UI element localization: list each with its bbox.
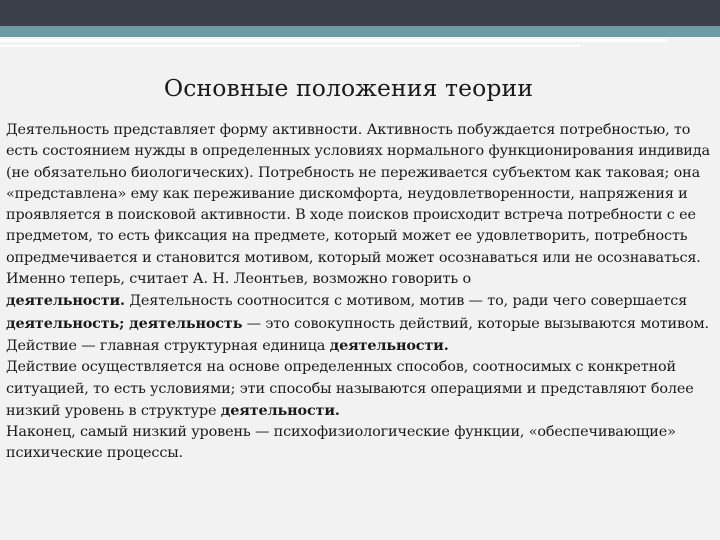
term-activity: деятельность; деятельность	[6, 314, 243, 332]
paragraph-text: Действие — главная структурная единица	[6, 337, 330, 354]
paragraph-activity-definition	[6, 120, 716, 335]
slide-title: Основные положения теории	[163, 74, 534, 102]
term-activity: деятельности.	[329, 336, 449, 354]
paragraph-text: Деятельность соотносится с мотивом, мотив — то, ради чего совершается	[124, 293, 688, 310]
slide-body	[6, 120, 716, 465]
term-activity: деятельности.	[220, 401, 340, 419]
paragraph-text: Наконец, самый низкий уровень — психофизиологические функции, «обеспечивающие» психические процессы.	[6, 424, 676, 462]
paragraph-text: — это совокупность действий, которые вызываются мотивом.	[242, 315, 709, 332]
term-activity: деятельности.	[6, 292, 125, 310]
paragraph-text: Деятельность представляет форму активности. Активность побуждается потребностью, то есть состоянием нужды в определенных условиях нормального функционирования индивида (не обязательно биологических). Потребность не переживается субъектом как таковая; она «представлена» ему как переживание дискомфорта, неудовлетворенности, напряжения и проявляется в поисковой активности. В ходе поисков происходит встреча потребности с ее предметом, то есть фиксация на предмете, который может ее удовлетворить, потребность опредмечивается и становится мотивом, который может осознаваться или не осознаваться. Именно теперь, считает А. Н. Леонтьев, возможно говорить о	[6, 122, 710, 288]
paragraph-functions	[6, 422, 716, 465]
header-divider-line-2	[0, 45, 580, 47]
paragraph-text: Действие осуществляется на основе определенных способов, соотносимых с конкретной ситуацией, то есть условиями; эти способы называются операциями и представляют более низкий уровень в структуре	[6, 359, 694, 419]
header-bar	[0, 0, 720, 26]
header-divider-line-1	[0, 39, 667, 42]
paragraph-operations	[6, 357, 716, 422]
header-accent-stripe	[0, 26, 720, 37]
paragraph-action	[6, 335, 716, 357]
